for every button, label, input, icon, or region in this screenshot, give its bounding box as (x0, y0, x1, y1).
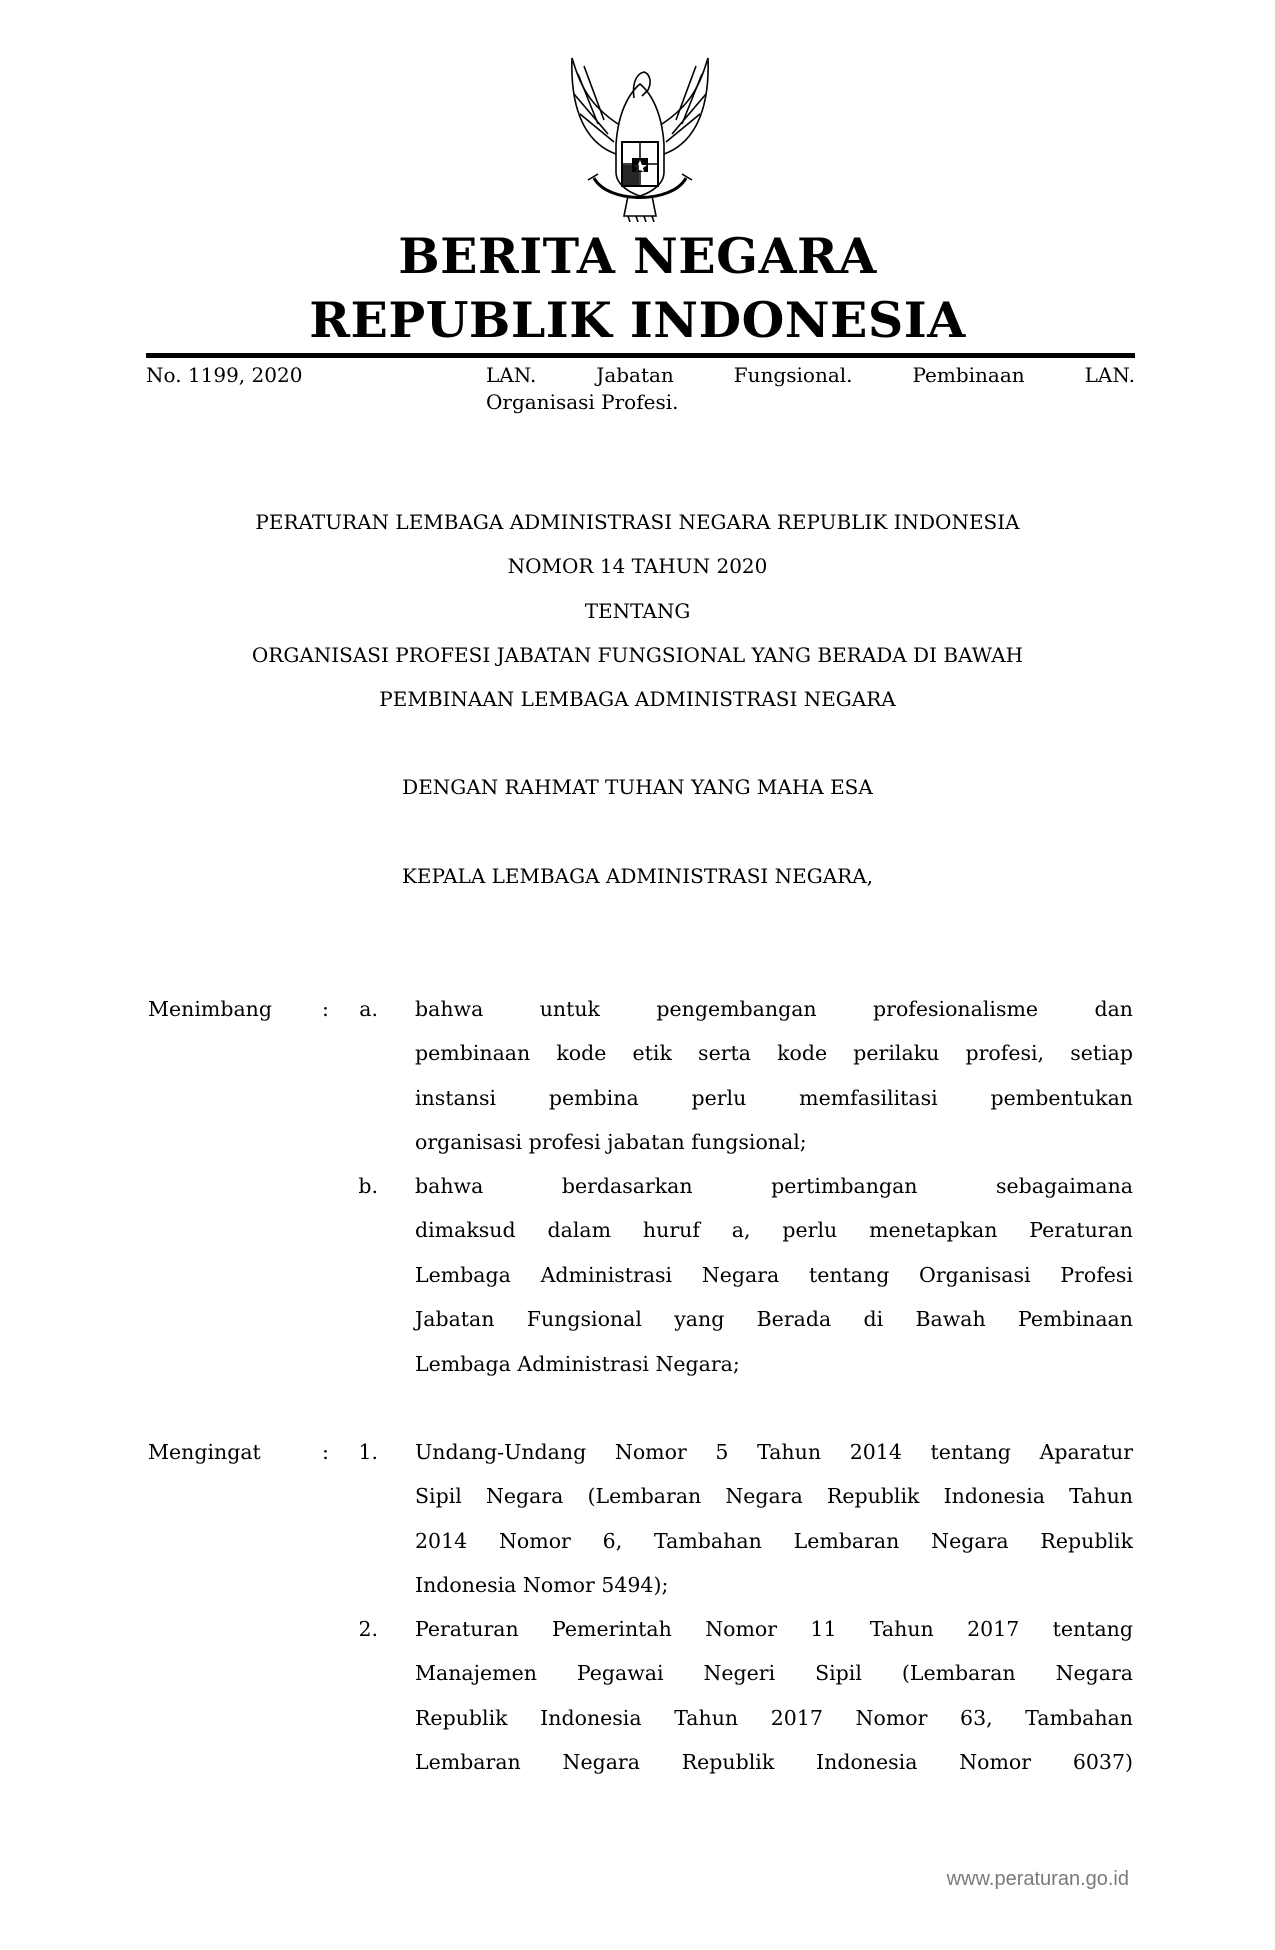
text-line: organisasi profesi jabatan fungsional; (415, 1130, 807, 1155)
menimbang-item-number: a. (359, 997, 378, 1021)
mengingat-item (415, 1439, 1133, 1617)
gazette-subject-line1 (486, 362, 1135, 389)
subject-word: LAN. (486, 363, 537, 387)
subject-word: Jabatan (596, 363, 674, 387)
text-line: Manajemen Pegawai Negeri Sipil (Lembaran Negara (415, 1661, 1133, 1686)
text-line: Sipil Negara (Lembaran Negara Republik Indonesia Tahun (415, 1484, 1133, 1509)
gazette-title-line2: REPUBLIK INDONESIA (309, 291, 966, 349)
text-line: pembinaan kode etik serta kode perilaku profesi, setiap (415, 1041, 1133, 1066)
gazette-number: No. 1199, 2020 (146, 363, 303, 387)
text-line: dimaksud dalam huruf a, perlu menetapkan Peraturan (415, 1218, 1133, 1243)
text-line: Indonesia Nomor 5494); (415, 1573, 669, 1598)
text-line: Undang-Undang Nomor 5 Tahun 2014 tentang Aparatur (415, 1440, 1133, 1464)
gazette-title-line1: BERITA NEGARA (398, 227, 877, 285)
regulation-subject-line2: PEMBINAAN LEMBAGA ADMINISTRASI NEGARA (379, 687, 896, 711)
text-line: Lembaga Administrasi Negara; (415, 1351, 740, 1376)
menimbang-item (415, 996, 1133, 1174)
mengingat-item-number: 2. (358, 1617, 378, 1641)
garuda-pancasila-emblem (558, 54, 722, 222)
gazette-subject-line2: Organisasi Profesi. (486, 390, 679, 414)
text-line: Republik Indonesia Tahun 2017 Nomor 63, Tambahan (415, 1705, 1133, 1730)
menimbang-item (415, 1173, 1133, 1395)
mengingat-colon: : (322, 1440, 329, 1464)
menimbang-item-number: b. (358, 1174, 378, 1198)
text-line: Jabatan Fungsional yang Berada di Bawah Pembinaan (415, 1307, 1133, 1332)
regulation-tentang: TENTANG (584, 599, 691, 623)
subject-word: Pembinaan (912, 363, 1025, 387)
text-line: Lembaga Administrasi Negara tentang Organisasi Profesi (415, 1262, 1133, 1287)
text-line: bahwa berdasarkan pertimbangan sebagaimana (415, 1174, 1133, 1198)
text-line: 2014 Nomor 6, Tambahan Lembaran Negara Republik (415, 1528, 1133, 1553)
regulation-title: PERATURAN LEMBAGA ADMINISTRASI NEGARA REPUBLIK INDONESIA (255, 510, 1020, 534)
subject-word: Fungsional. (733, 363, 853, 387)
text-line: bahwa untuk pengembangan profesionalisme dan (415, 997, 1133, 1021)
issuing-authority: KEPALA LEMBAGA ADMINISTRASI NEGARA, (401, 864, 874, 888)
regulation-subject-line1: ORGANISASI PROFESI JABATAN FUNGSIONAL YANG BERADA DI BAWAH (251, 643, 1024, 667)
menimbang-colon: : (322, 997, 329, 1021)
footer-website: www.peraturan.go.id (946, 1868, 1129, 1890)
mengingat-item-number: 1. (358, 1440, 378, 1464)
preamble-invocation: DENGAN RAHMAT TUHAN YANG MAHA ESA (402, 775, 873, 799)
header-divider (146, 353, 1135, 358)
text-line: Peraturan Pemerintah Nomor 11 Tahun 2017 tentang (415, 1617, 1133, 1641)
regulation-number: NOMOR 14 TAHUN 2020 (507, 554, 768, 578)
text-line: instansi pembina perlu memfasilitasi pembentukan (415, 1085, 1133, 1110)
mengingat-label: Mengingat (148, 1440, 261, 1464)
text-line: Lembaran Negara Republik Indonesia Nomor 6037) (415, 1750, 1133, 1775)
menimbang-label: Menimbang (148, 997, 272, 1021)
mengingat-item (415, 1616, 1133, 1794)
subject-word: LAN. (1084, 363, 1135, 387)
